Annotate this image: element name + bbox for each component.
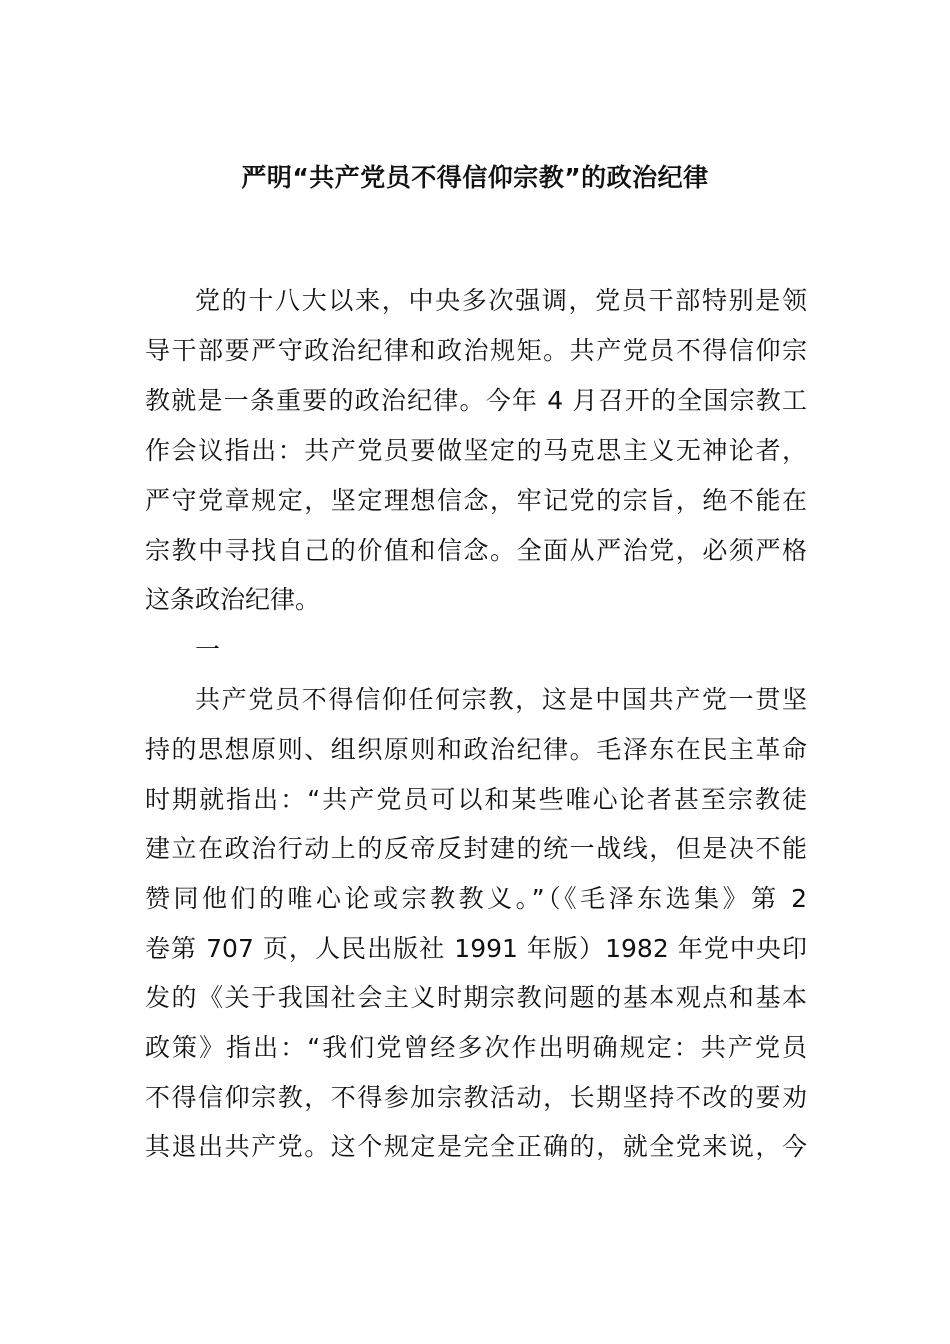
- paragraph-1-line-4: 作会议指出：共产党员要做坚定的马克思主义无神论者，: [145, 436, 807, 465]
- paragraph-2-line-7: 发的《关于我国社会主义时期宗教问题的基本观点和基本: [145, 983, 807, 1012]
- paragraph-2-line-5: 赞同他们的唯心论或宗教教义。”（《毛泽东选集》第 2: [145, 884, 807, 913]
- paragraph-2-line-6: 卷第 707 页，人民出版社 1991 年版）1982 年党中央印: [145, 934, 807, 963]
- paragraph-1-line-7: 这条政治纪律。: [145, 585, 321, 614]
- paragraph-2-line-10: 其退出共产党。这个规定是完全正确的，就全党来说，今: [145, 1132, 807, 1161]
- paragraph-1-line-6: 宗教中寻找自己的价值和信念。全面从严治党，必须严格: [145, 536, 807, 565]
- paragraph-2-line-9: 不得信仰宗教，不得参加宗教活动，长期坚持不改的要劝: [145, 1083, 807, 1112]
- paragraph-1-line-2: 导干部要严守政治纪律和政治规矩。共产党员不得信仰宗: [145, 336, 807, 365]
- paragraph-2-line-4: 建立在政治行动上的反帝反封建的统一战线，但是决不能: [145, 834, 807, 863]
- paragraph-2-line-1: 共产党员不得信仰任何宗教，这是中国共产党一贯坚: [195, 685, 807, 714]
- paragraph-2-line-8: 政策》指出：“我们党曾经多次作出明确规定：共产党员: [145, 1033, 807, 1062]
- section-number: 一: [195, 635, 221, 664]
- paragraph-1-line-1: 党的十八大以来，中央多次强调，党员干部特别是领: [195, 286, 807, 315]
- paragraph-1-line-3: 教就是一条重要的政治纪律。今年 4 月召开的全国宗教工: [145, 386, 807, 415]
- paragraph-1-line-5: 严守党章规定，坚定理想信念，牢记党的宗旨，绝不能在: [145, 486, 807, 515]
- paragraph-2-line-3: 时期就指出：“共产党员可以和某些唯心论者甚至宗教徒: [145, 785, 807, 814]
- document-title: 严明“共产党员不得信仰宗教”的政治纪律: [241, 163, 709, 192]
- paragraph-2-line-2: 持的思想原则、组织原则和政治纪律。毛泽东在民主革命: [145, 735, 807, 764]
